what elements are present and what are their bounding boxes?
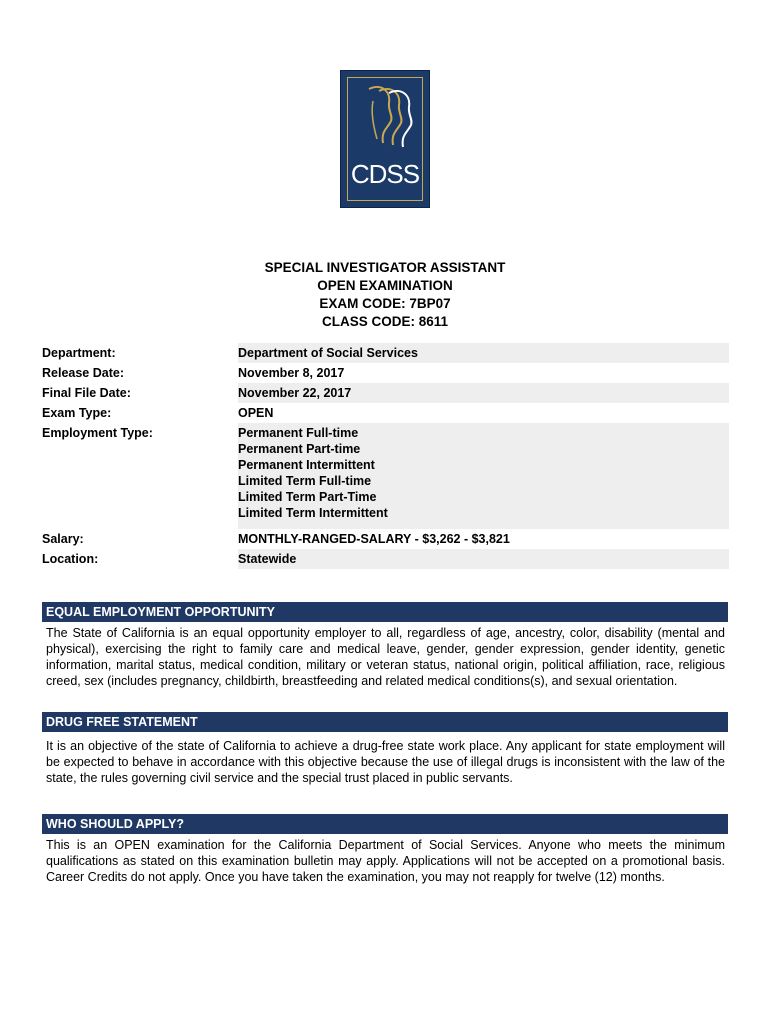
section-heading: WHO SHOULD APPLY?	[42, 814, 728, 834]
section-body: It is an objective of the state of California to achieve a drug-free state work place. Any applicant for state employment will be expected to behave in accordance with this objective because the use of illegal drugs is inconsistent with the law of the state, the rules governing civil service and the special trust placed in public servants.	[46, 739, 725, 785]
employment-type-item: Permanent Full-time	[238, 426, 359, 440]
exam-info-table	[38, 343, 729, 569]
section-body: The State of California is an equal opportunity employer to all, regardless of age, ancestry, color, disability (mental and physical), exercising the right to family care and medical leave, gender, gender expression, gender identity, genetic information, marital status, medical condition, military or veteran status, national origin, political affiliation, race, religious creed, sex (includes pregnancy, childbirth, breastfeeding and related medical conditions(s), and sexual orientation.	[46, 626, 725, 688]
section-heading: DRUG FREE STATEMENT	[42, 712, 728, 732]
employment-type-item: Permanent Intermittent	[238, 458, 375, 472]
info-row-salary: Salary: MONTHLY-RANGED-SALARY - $3,262 - $3,821	[42, 532, 510, 546]
info-row-release-date: Release Date: November 8, 2017	[42, 366, 345, 380]
class-code: CLASS CODE: 8611	[321, 314, 449, 329]
info-row-final-file-date: Final File Date: November 22, 2017	[38, 383, 729, 403]
info-row-department: Department: Department of Social Services	[38, 343, 729, 363]
section-heading: EQUAL EMPLOYMENT OPPORTUNITY	[42, 602, 728, 622]
exam-type-title: OPEN EXAMINATION	[317, 278, 453, 293]
cdss-logo	[340, 70, 430, 208]
info-row-employment-type: Employment Type: Permanent Full-time Permanent Part-time Permanent Intermittent Limited Term Full-time Limited Term Part-Time Limited Term Intermittent	[38, 423, 729, 529]
section-body: This is an OPEN examination for the California Department of Social Services. Anyone who meets the minimum qualifications as stated on this examination bulletin may apply. Applications will not be accepted on a promotional basis. Career Credits do not apply. Once you have taken the examination, you may not reapply for twelve (12) months.	[46, 838, 725, 884]
faces-silhouette-icon	[347, 81, 425, 153]
logo-wordmark: CDSS	[350, 159, 420, 189]
info-row-exam-type: Exam Type: OPEN	[42, 406, 274, 420]
info-row-location: Location: Statewide	[38, 549, 729, 569]
section-drug-free	[42, 712, 728, 786]
section-equal-employment	[42, 602, 728, 689]
employment-type-item: Limited Term Intermittent	[238, 506, 388, 520]
exam-title: SPECIAL INVESTIGATOR ASSISTANT	[264, 260, 506, 275]
employment-type-item: Permanent Part-time	[238, 442, 361, 456]
exam-title-block	[0, 259, 770, 331]
exam-code: EXAM CODE: 7BP07	[319, 296, 451, 311]
employment-type-item: Limited Term Full-time	[238, 474, 372, 488]
section-who-should-apply	[42, 814, 728, 885]
employment-type-item: Limited Term Part-Time	[238, 490, 377, 504]
